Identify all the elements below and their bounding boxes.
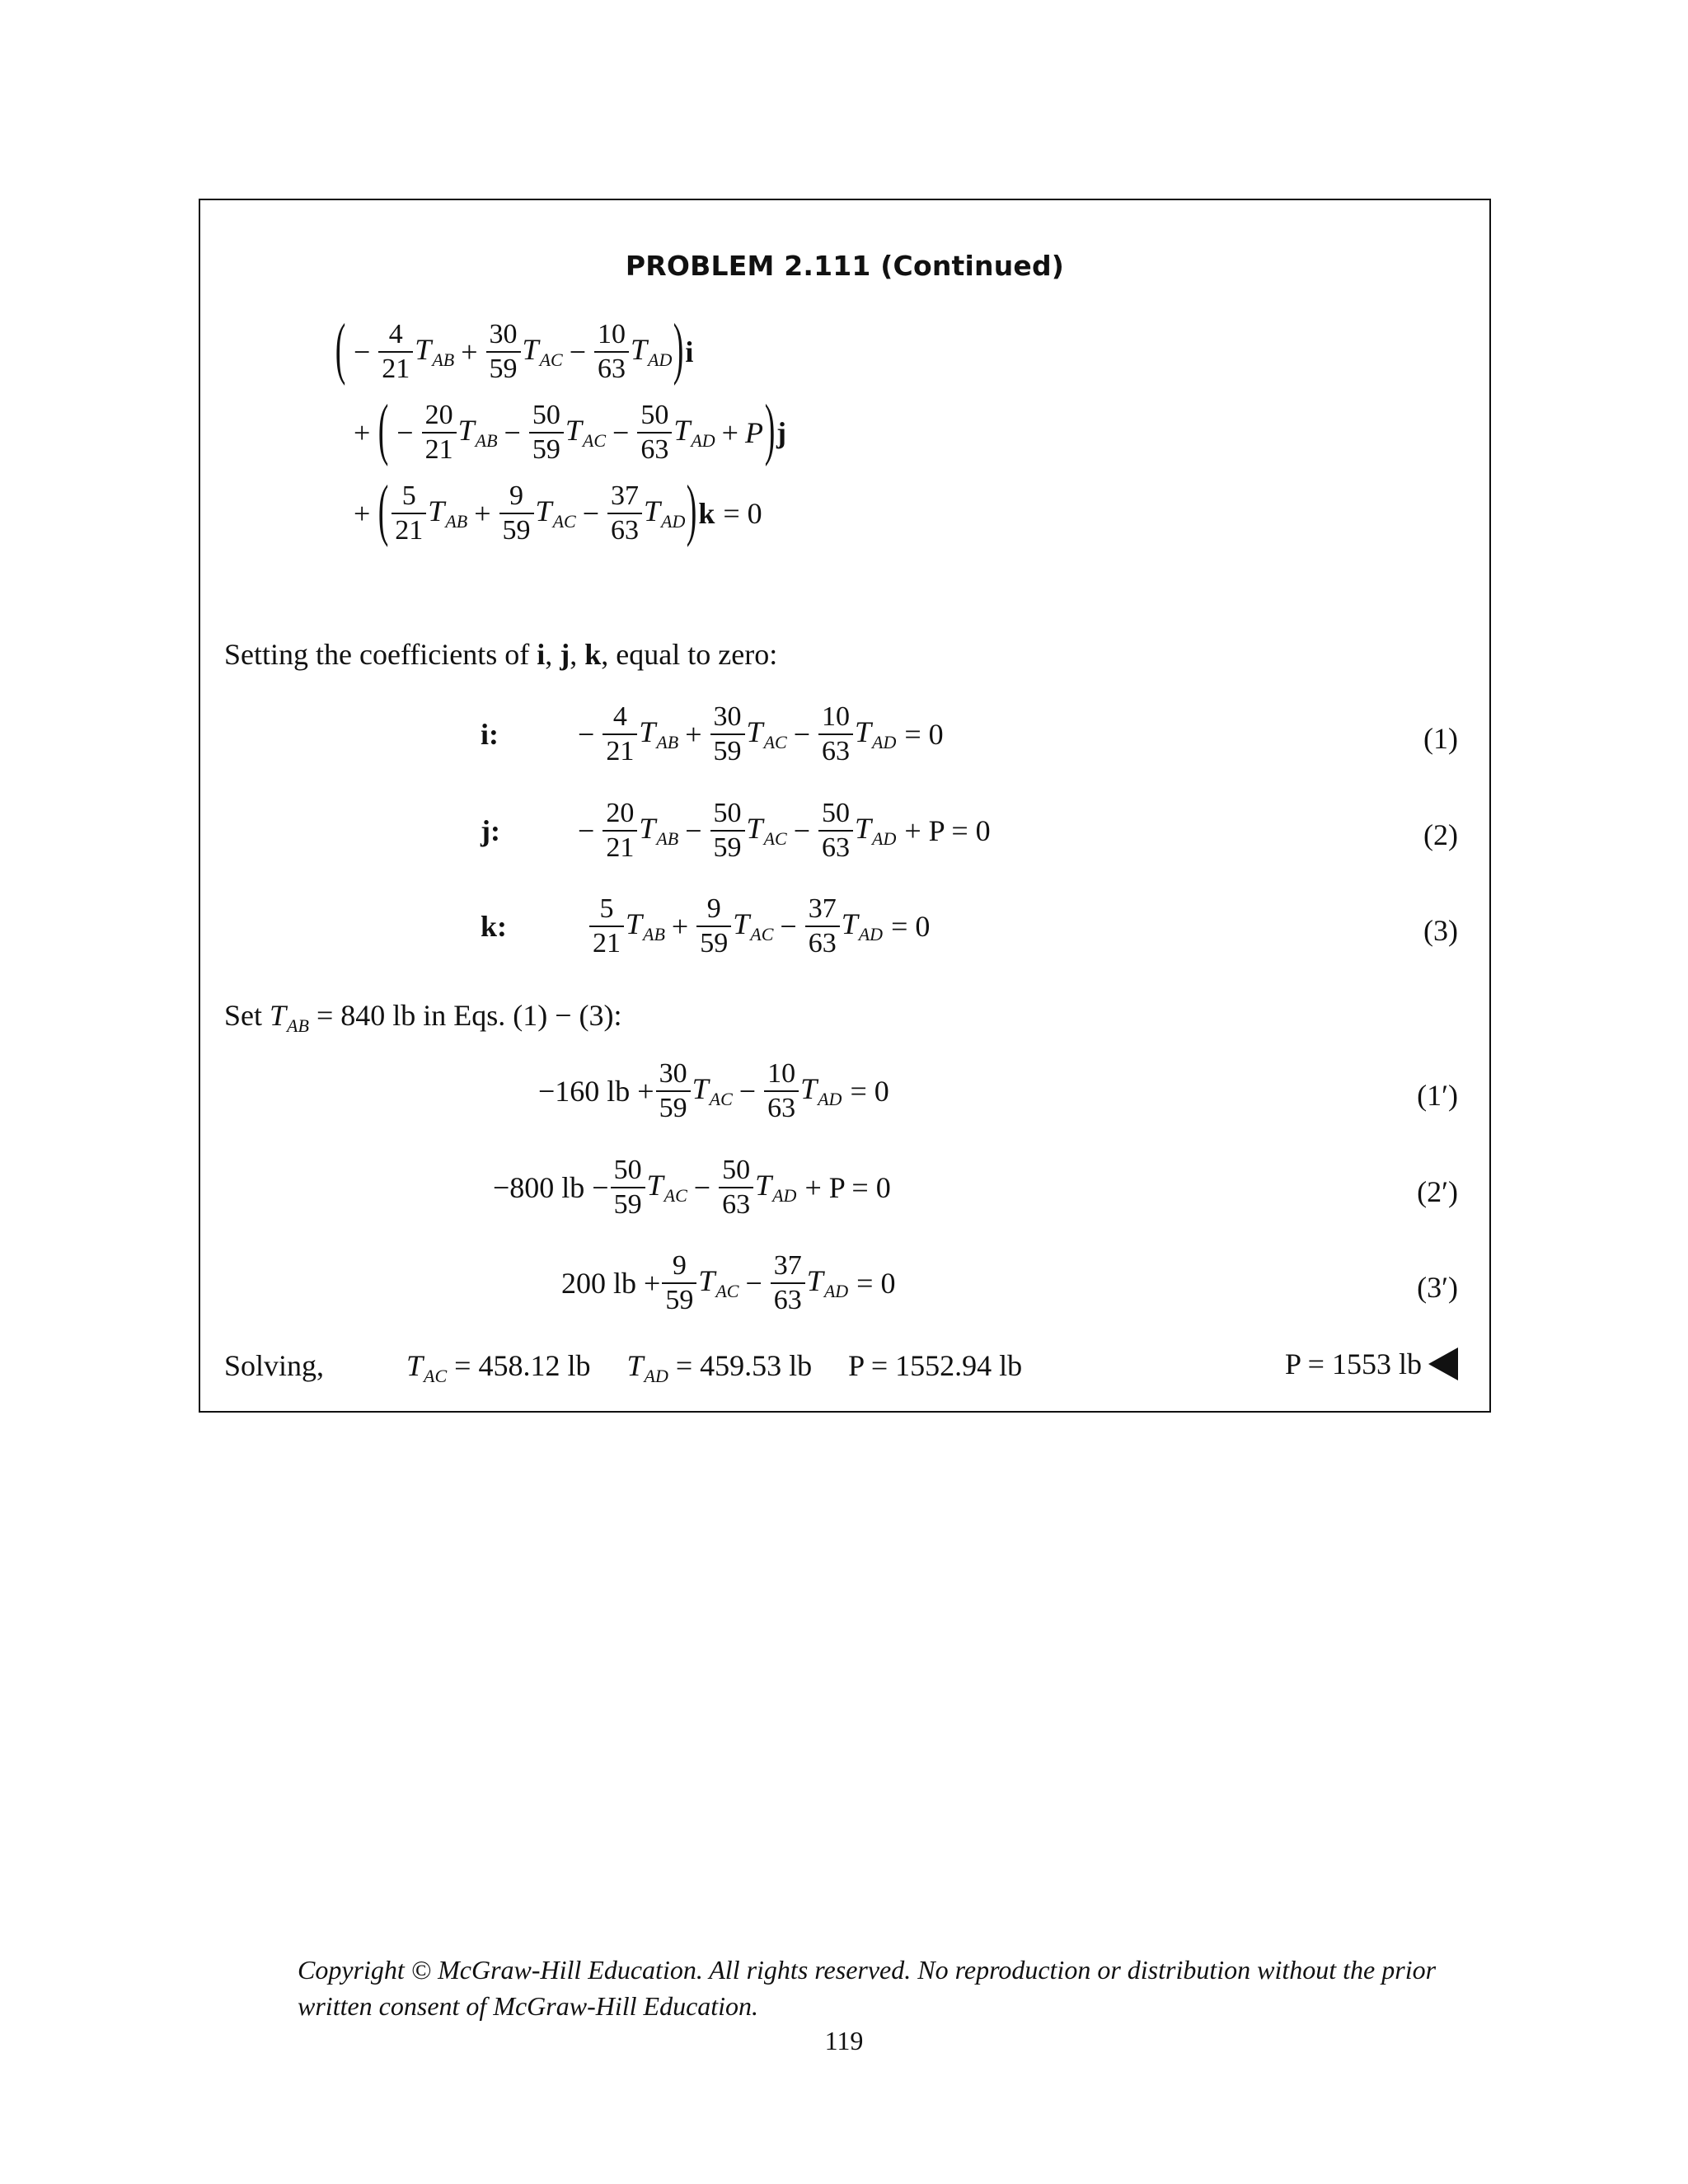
equation-3-number: (3) — [1423, 914, 1458, 947]
problem-box — [199, 199, 1491, 1413]
equation-1: i: − $\frac{4}{21}$ $T_{AB}$ + $\frac{30}{59}$ $T_{AC}$ − $\frac{10}{63}$ $T_{AD}$ = 0 — [481, 701, 944, 766]
solving-values: $T_{AC} = 458.12$ lb $T_{AD} = 459.53$ lb P = 1552.94 lb — [406, 1349, 1023, 1386]
equation-1-prime-number: (1′) — [1417, 1079, 1458, 1112]
copyright-footer: Copyright © McGraw-Hill Education. All rights reserved. No reproduction or distribution without the prior written consent of McGraw-Hill Education. — [298, 1955, 1437, 2021]
vector-eq-line-3: + ( $\frac{5}{21}$ $T_{AB}$ + $\frac{9}{59}$ $T_{AC}$ − $\frac{37}{63}$ $T_{AD}$ ) k = 0 — [354, 471, 762, 548]
problem-title: PROBLEM 2.111 (Continued) — [625, 250, 1065, 282]
final-answer: P = 1553 lb — [1285, 1347, 1458, 1381]
equation-3-prime: 200 lb + $\frac{9}{59}$ $T_{AC}$ − $\frac{37}{63}$ $T_{AD}$ = 0 — [561, 1250, 896, 1315]
vector-eq-line-2: + ( − $\frac{20}{21}$ $T_{AB}$ − $\frac{50}{59}$ $T_{AC}$ − $\frac{50}{63}$ $T_{AD}$ + P ) j — [354, 391, 786, 467]
equation-3: k: $\frac{5}{21}$ $T_{AB}$ + $\frac{9}{59}$ $T_{AC}$ − $\frac{37}{63}$ $T_{AD}$ = 0 — [481, 893, 931, 958]
page-number: 119 — [824, 2026, 864, 2055]
equation-2-prime: −800 lb − $\frac{50}{59}$ $T_{AC}$ − $\frac{50}{63}$ $T_{AD}$ + P = 0 — [493, 1155, 891, 1220]
equation-1-number: (1) — [1423, 722, 1458, 755]
equation-2: j: − $\frac{20}{21}$ $T_{AB}$ − $\frac{50}{59}$ $T_{AC}$ − $\frac{50}{63}$ $T_{AD}$ + P = 0 — [481, 798, 991, 863]
setting-text: Setting the coefficients of i, j, k, equal to zero: — [224, 638, 778, 671]
equation-1-prime: −160 lb + $\frac{30}{59}$ $T_{AC}$ − $\frac{10}{63}$ $T_{AD}$ = 0 — [538, 1058, 889, 1123]
solving-label: Solving, — [224, 1349, 325, 1382]
answer-marker-icon — [1428, 1347, 1458, 1380]
equation-2-number: (2) — [1423, 818, 1458, 851]
set-tab-line: Set $T_{AB} = 840$ lb in Eqs. (1) − (3): — [224, 999, 622, 1036]
equation-2-prime-number: (2′) — [1417, 1175, 1458, 1208]
vector-eq-line-1: ( − $\frac{4}{21}$ $T_{AB}$ + $\frac{30}{59}$ $T_{AC}$ − $\frac{10}{63}$ $T_{AD}$ ) i — [335, 310, 694, 387]
equation-3-prime-number: (3′) — [1417, 1271, 1458, 1304]
